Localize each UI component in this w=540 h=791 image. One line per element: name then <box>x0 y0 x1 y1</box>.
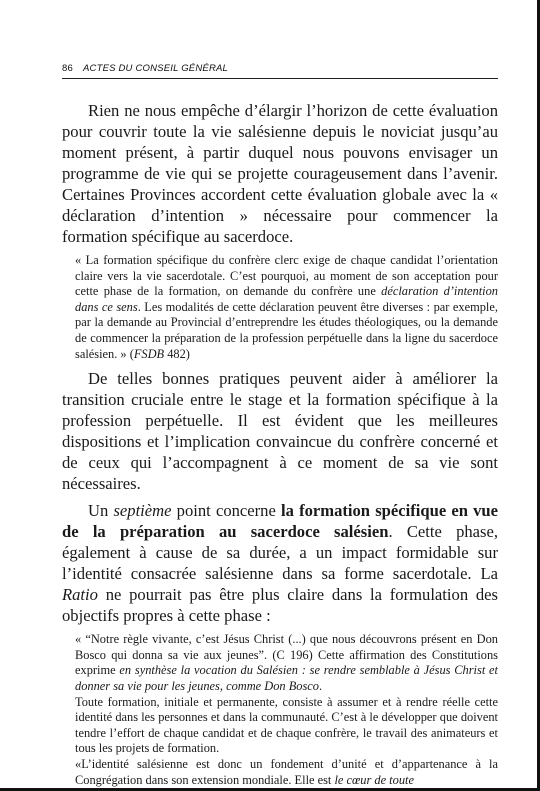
quote-text: « “Notre règle vivante, c’est Jésus Christ (...) que nous découvrons présent en Don Bosco qui donna sa vie aux jeunes”. (C 196) Cette affirmation des Constitutions exprime <box>75 632 498 678</box>
running-title: ACTES DU CONSEIL GÉNÉRAL <box>82 63 229 74</box>
paragraph-text: point concerne <box>171 501 281 521</box>
quote-constitutions <box>62 632 498 694</box>
paragraph-text: ne pourrait pas être plus claire dans la formulation des objectifs propres à cette phase : <box>62 585 498 626</box>
quote-text: 482) <box>164 346 190 361</box>
quote-text: «L’identité salésienne est donc un fondement d’unité et d’appartenance à la Congrégation dans son extension mondiale. Elle est <box>75 756 498 787</box>
quote-text: . <box>318 678 323 693</box>
body-text <box>62 100 498 788</box>
bold-heading-phrase: la formation spécifique en vue de la préparation au sacerdoce salésien <box>62 501 498 542</box>
quote-emphasis: en synthèse la vocation du Salésien : se rendre semblable à Jésus Christ et donner sa vie pour les jeunes, comme Don Bosco <box>75 663 498 693</box>
page-number: 86 <box>62 63 73 74</box>
emphasis-septieme: septième <box>113 501 172 521</box>
running-header <box>62 63 498 74</box>
paragraph-evaluation: Rien ne nous empêche d’élargir l’horizon de cette évaluation pour couvrir toute la vie salésienne depuis le noviciat jusqu’au moment présent, à partir duquel nous pouvons envisager un programme de vie qui se projette courageusement dans l’avenir. Certaines Provinces accordent cette évaluation globale avec la « déclaration d’intention » nécessaire pour commencer la formation spécifique au sacerdoce. <box>62 101 498 246</box>
quote-identity <box>62 757 498 788</box>
quote-emphasis: déclaration d’intention dans ce sens <box>75 284 498 314</box>
paragraph-transition: De telles bonnes pratiques peuvent aider à améliorer la transition cruciale entre le stage et la formation spécifique à la profession perpétuelle. Il est évident que les meilleures dispositions et l’implication convaincue du confrère concerné et de ceux qui l’accompagnent à ce moment de sa vie sont nécessaires. <box>62 369 498 494</box>
paragraph-seventh-point <box>62 500 498 626</box>
emphasis-ratio: Ratio <box>62 585 98 605</box>
paragraph-text: Un <box>88 501 114 521</box>
quote-formation: Toute formation, initiale et permanente, consiste à assumer et à rendre réelle cette identité dans les personnes et dans la communauté. C’est à le développer que doivent tendre l’effort de chaque candidat et de chaque confrère, le travail des animateurs et tous les projets de formation. <box>75 694 498 756</box>
quote-text: . Les modalités de cette déclaration peuvent être diverses : par exemple, par la demande au Provincial d’entreprendre les études théologiques, ou la demande de commencer la préparation de la profession perpétuelle dans la ligne du sacerdoce salésien. » ( <box>75 299 498 361</box>
quote-emphasis: le cœur de toute <box>334 772 414 787</box>
header-rule <box>62 78 498 79</box>
quote-source: FSDB <box>133 346 165 361</box>
paragraph-text: . Cette phase, également à cause de sa durée, a un impact formidable sur l’identité consacrée salésienne dans sa forme sacerdotale. La <box>62 522 498 584</box>
quote-text: « La formation spécifique du confrère clerc exige de chaque candidat l’orientation claire vers la vie sacerdotale. C’est pourquoi, au moment de son acceptation pour cette phase de la formation, on demande du confrère une <box>75 253 498 299</box>
quote-fsdb-482 <box>62 253 498 362</box>
